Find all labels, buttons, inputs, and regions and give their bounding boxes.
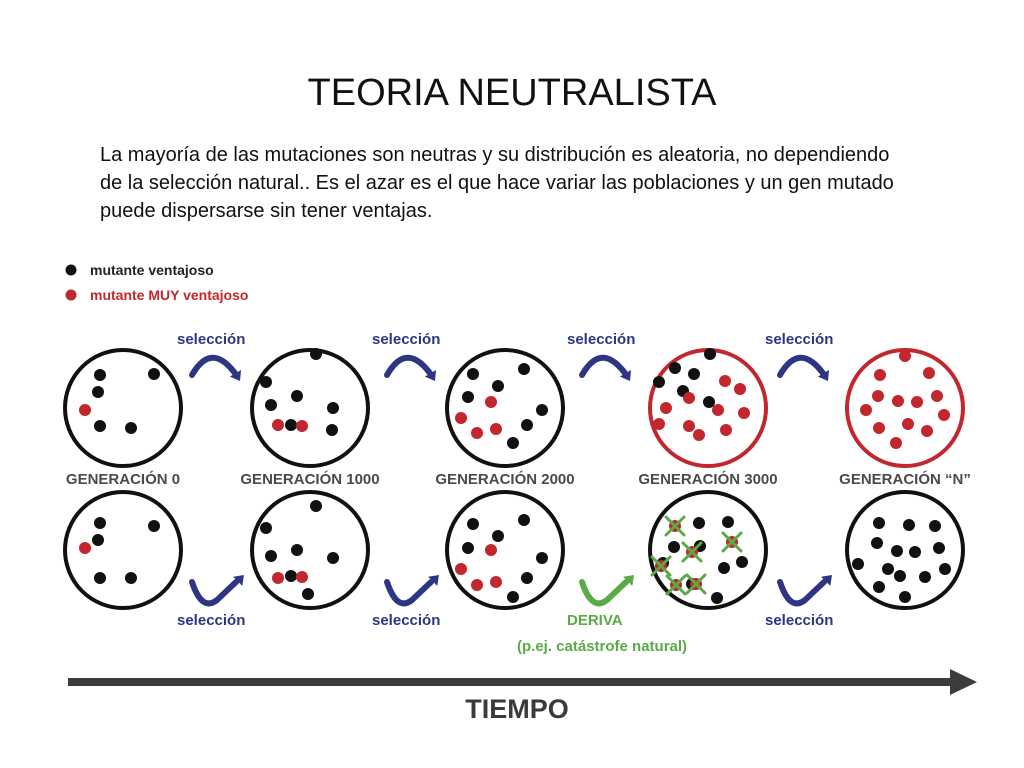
selection-arrow-icon [780,575,832,603]
black-dot [326,424,338,436]
red-dot [911,396,923,408]
red-dot [931,390,943,402]
black-dot [467,518,479,530]
black-dot [873,581,885,593]
red-dot [902,418,914,430]
red-dot [938,409,950,421]
black-dot [310,348,322,360]
red-dot [272,419,284,431]
black-dot [919,571,931,583]
black-dot [521,572,533,584]
legend-label: mutante MUY ventajoso [90,287,249,303]
timeline-head [950,669,977,695]
selection-label: selección [765,331,834,348]
red-dot [490,423,502,435]
red-dot [79,404,91,416]
timeline-arrow-icon [68,669,977,695]
black-dot [718,562,730,574]
black-dot [265,399,277,411]
black-dot [285,570,297,582]
black-dot [722,516,734,528]
black-dot [94,517,106,529]
black-dot [94,572,106,584]
arrow-shaft [780,358,825,376]
black-dot [327,552,339,564]
red-dot [471,427,483,439]
black-dot [327,402,339,414]
black-dot [929,520,941,532]
generation-label: GENERACIÓN 2000 [435,471,575,488]
drift-label: DERIVA [567,612,623,629]
red-dot [899,350,911,362]
red-dot [720,424,732,436]
red-dot [890,437,902,449]
red-dot [921,425,933,437]
bottom-population-circle [650,492,766,608]
selection-arrow-icon [387,575,439,603]
red-dot [683,392,695,404]
black-dot [507,437,519,449]
red-dot [485,396,497,408]
black-dot [265,550,277,562]
drift-arrow-icon [582,575,634,603]
red-dot [734,383,746,395]
black-dot [310,500,322,512]
black-dot [693,517,705,529]
black-dot [148,520,160,532]
black-dot [302,588,314,600]
black-dot [688,368,700,380]
black-dot [899,591,911,603]
black-dot [873,517,885,529]
black-dot [518,514,530,526]
red-dot [923,367,935,379]
black-dot [933,542,945,554]
red-dot [660,402,672,414]
drift-sublabel: (p.ej. catástrofe natural) [517,638,688,655]
selection-arrow-icon [780,358,829,381]
red-dot [693,429,705,441]
black-dot [852,558,864,570]
arrow-shaft [387,582,431,603]
selection-arrow-icon [192,575,244,603]
black-dot [507,591,519,603]
page-title: TEORIA NEUTRALISTA [307,72,717,114]
selection-arrow-icon [192,358,241,381]
description-text: La mayoría de las mutaciones son neutras y su distribución es aleatoria, no dependiendo de la selección natural.. Es el azar es el que hace variar las poblaciones y un gen mutado puede dispersarse sin tener ventajas. [100,144,894,222]
black-dot [92,534,104,546]
selection-label: selección [567,331,636,348]
black-dot [291,544,303,556]
black-dot [285,419,297,431]
black-dot [94,369,106,381]
black-dot [736,556,748,568]
selection-label: selección [765,612,834,629]
bottom-population-circle [847,492,963,608]
arrow-shaft [192,358,237,376]
red-dot [455,412,467,424]
red-dot [79,542,91,554]
red-dot [892,395,904,407]
generation-label: GENERACIÓN 1000 [240,471,380,488]
arrow-shaft [192,582,236,603]
black-dot [703,396,715,408]
black-dot [92,386,104,398]
black-dot [125,572,137,584]
red-dot [860,404,872,416]
selection-arrow-icon [582,358,631,381]
black-dot [462,542,474,554]
black-dot [518,363,530,375]
black-dot [711,592,723,604]
black-dot [462,391,474,403]
legend-label: mutante ventajoso [90,262,214,278]
black-dot [909,546,921,558]
red-dot [712,404,724,416]
black-dot [891,545,903,557]
black-dot [521,419,533,431]
black-dot [871,537,883,549]
generation-label: GENERACIÓN 0 [65,471,181,488]
red-dot [874,369,886,381]
black-dot [939,563,951,575]
red-dot [873,422,885,434]
black-dot [492,380,504,392]
red-dot [872,390,884,402]
black-dot [148,368,160,380]
red-dot [485,544,497,556]
black-dot [882,563,894,575]
arrow-shaft [582,358,627,376]
timeline-shaft [68,678,953,686]
red-dot [296,571,308,583]
arrow-shaft [387,358,432,376]
black-dot [260,376,272,388]
black-dot [291,390,303,402]
legend-dot [66,290,77,301]
selection-label: selección [177,331,246,348]
black-dot [653,376,665,388]
black-dot [894,570,906,582]
black-dot [669,362,681,374]
black-dot [668,541,680,553]
black-dot [536,552,548,564]
red-dot [719,375,731,387]
red-dot [490,576,502,588]
black-dot [704,348,716,360]
timeline-label: TIEMPO [465,694,569,724]
selection-label: selección [372,612,441,629]
black-dot [94,420,106,432]
red-dot [653,418,665,430]
red-dot [272,572,284,584]
black-dot [536,404,548,416]
black-dot [260,522,272,534]
black-dot [125,422,137,434]
arrow-shaft [780,582,824,603]
red-dot [296,420,308,432]
black-dot [903,519,915,531]
selection-label: selección [372,331,441,348]
generation-label: GENERACIÓN “N” [839,471,971,488]
arrow-shaft [582,582,626,603]
black-dot [492,530,504,542]
red-dot [738,407,750,419]
black-dot [467,368,479,380]
selection-label: selección [177,612,246,629]
red-dot [471,579,483,591]
legend-dot [66,265,77,276]
selection-arrow-icon [387,358,436,381]
red-dot [455,563,467,575]
red-dot [683,420,695,432]
generation-label: GENERACIÓN 3000 [638,471,778,488]
